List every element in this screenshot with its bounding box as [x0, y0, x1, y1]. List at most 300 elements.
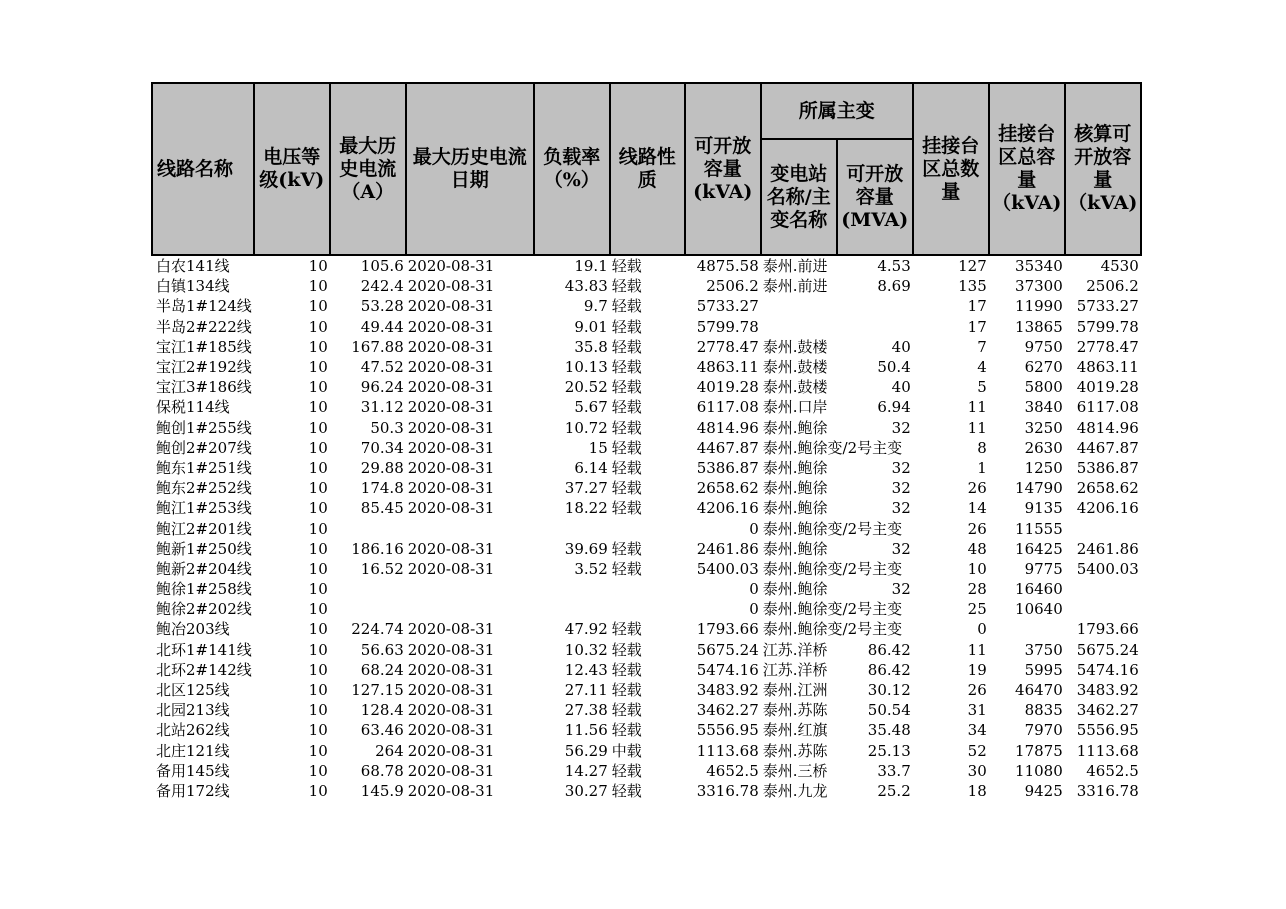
cell-mt-open-capacity: 32 — [891, 580, 911, 599]
header-line-name: 线路名称 — [152, 83, 254, 255]
cell-line-name: 北环2#142线 — [156, 660, 252, 679]
table-row — [152, 539, 1141, 559]
cell-max-current: 29.88 — [360, 458, 404, 477]
cell-load-rate: 39.69 — [564, 539, 608, 558]
cell-voltage: 10 — [308, 499, 328, 518]
header-voltage: 电压等级(kV) — [254, 83, 330, 255]
cell-max-current-date — [406, 579, 534, 599]
cell-load-rate: 12.43 — [564, 660, 608, 679]
table-row — [152, 438, 1141, 458]
cell-open-capacity: 4814.96 — [696, 418, 759, 437]
cell-line-name: 鲍江2#201线 — [156, 519, 252, 538]
cell-check-open-capacity: 4652.5 — [1086, 761, 1139, 780]
cell-line-nature: 轻载 — [611, 398, 642, 417]
cell-max-current: 47.52 — [360, 358, 404, 377]
cell-line-name: 鲍创1#255线 — [156, 418, 252, 437]
cell-substation-name — [761, 317, 837, 337]
cell-voltage: 10 — [308, 438, 328, 457]
cell-station-capacity: 6270 — [1024, 358, 1063, 377]
cell-open-capacity: 2461.86 — [696, 539, 759, 558]
cell-line-nature: 轻载 — [611, 418, 642, 437]
cell-station-capacity: 16425 — [1015, 539, 1063, 558]
table-row — [152, 518, 1141, 538]
cell-max-current-date: 2020-08-31 — [407, 317, 495, 336]
table-row — [152, 761, 1141, 781]
cell-check-open-capacity: 1793.66 — [1076, 620, 1139, 639]
cell-max-current: 105.6 — [360, 257, 404, 276]
cell-check-open-capacity: 4019.28 — [1076, 378, 1139, 397]
cell-max-current: 63.46 — [360, 721, 404, 740]
cell-check-open-capacity: 4814.96 — [1076, 418, 1139, 437]
cell-load-rate — [534, 518, 610, 538]
cell-station-count: 10 — [967, 559, 987, 578]
cell-max-current-date: 2020-08-31 — [407, 358, 495, 377]
cell-max-current — [330, 518, 406, 538]
cell-mt-open-capacity: 6.94 — [877, 398, 911, 417]
cell-load-rate: 43.83 — [564, 277, 608, 296]
cell-mt-open-capacity: 86.42 — [867, 640, 911, 659]
cell-station-capacity: 37300 — [1015, 277, 1063, 296]
cell-check-open-capacity: 6117.08 — [1076, 398, 1139, 417]
cell-load-rate: 6.14 — [574, 458, 608, 477]
cell-check-open-capacity: 5733.27 — [1076, 297, 1139, 316]
cell-station-count: 7 — [977, 337, 987, 356]
cell-max-current-date: 2020-08-31 — [407, 337, 495, 356]
cell-load-rate: 27.38 — [564, 701, 608, 720]
cell-station-count: 8 — [977, 438, 987, 457]
cell-check-open-capacity: 5556.95 — [1076, 721, 1139, 740]
cell-max-current-date — [406, 518, 534, 538]
cell-voltage: 10 — [308, 600, 328, 619]
cell-mt-open-capacity: 30.12 — [867, 681, 911, 700]
cell-line-nature: 轻载 — [611, 681, 642, 700]
cell-station-count: 127 — [958, 257, 987, 276]
cell-station-count: 17 — [967, 317, 987, 336]
cell-max-current-date: 2020-08-31 — [407, 378, 495, 397]
table-row — [152, 720, 1141, 740]
cell-check-open-capacity: 5400.03 — [1076, 559, 1139, 578]
cell-substation-name: 泰州.鼓楼 — [762, 358, 828, 377]
cell-open-capacity: 5400.03 — [696, 559, 759, 578]
table-row — [152, 619, 1141, 639]
cell-station-count: 0 — [977, 620, 987, 639]
cell-voltage: 10 — [308, 701, 328, 720]
cell-line-name: 鲍新1#250线 — [156, 539, 252, 558]
cell-load-rate: 11.56 — [564, 721, 608, 740]
cell-line-nature — [610, 599, 685, 619]
table-row — [152, 640, 1141, 660]
cell-line-nature: 轻载 — [611, 559, 642, 578]
cell-mt-open-capacity: 8.69 — [877, 277, 911, 296]
cell-station-capacity: 2630 — [1024, 438, 1063, 457]
cell-voltage: 10 — [308, 559, 328, 578]
cell-open-capacity: 3462.27 — [696, 701, 759, 720]
cell-station-count: 25 — [967, 600, 987, 619]
cell-substation-name: 泰州.鲍徐 — [762, 479, 828, 498]
cell-line-nature: 轻载 — [611, 297, 642, 316]
cell-line-nature — [610, 579, 685, 599]
cell-station-count: 34 — [967, 721, 987, 740]
cell-mt-open-capacity: 40 — [891, 337, 911, 356]
cell-line-nature: 轻载 — [611, 479, 642, 498]
cell-station-count: 135 — [958, 277, 987, 296]
cell-check-open-capacity: 5799.78 — [1076, 317, 1139, 336]
table-row — [152, 377, 1141, 397]
cell-substation-name: 泰州.红旗 — [762, 721, 828, 740]
cell-line-nature: 轻载 — [611, 781, 642, 800]
cell-voltage: 10 — [308, 721, 328, 740]
cell-line-nature: 轻载 — [611, 337, 642, 356]
cell-voltage: 10 — [308, 781, 328, 800]
cell-voltage: 10 — [308, 337, 328, 356]
cell-station-capacity: 10640 — [1015, 600, 1063, 619]
cell-open-capacity: 0 — [749, 600, 759, 619]
cell-check-open-capacity: 2461.86 — [1076, 539, 1139, 558]
table-row — [152, 397, 1141, 417]
cell-station-capacity: 11990 — [1015, 297, 1063, 316]
cell-station-capacity: 16460 — [1015, 580, 1063, 599]
header-line-nature: 线路性质 — [610, 83, 685, 255]
cell-load-rate: 19.1 — [574, 257, 608, 276]
header-main-transformer: 所属主变 — [761, 83, 913, 139]
header-check-open-capacity: 核算可开放容量（kVA) — [1065, 83, 1141, 255]
cell-max-current: 167.88 — [351, 337, 404, 356]
cell-max-current: 70.34 — [360, 438, 404, 457]
cell-substation-name: 泰州.苏陈 — [762, 741, 828, 760]
cell-line-nature: 轻载 — [611, 539, 642, 558]
table-row — [152, 660, 1141, 680]
cell-max-current-date: 2020-08-31 — [407, 257, 495, 276]
cell-line-name: 鲍东2#252线 — [156, 479, 252, 498]
cell-substation-name: 泰州.鲍徐 — [762, 458, 828, 477]
cell-substation-name: 泰州.前进 — [762, 257, 828, 276]
cell-station-count: 48 — [967, 539, 987, 558]
cell-max-current: 127.15 — [351, 681, 404, 700]
cell-station-capacity: 35340 — [1015, 257, 1063, 276]
cell-voltage: 10 — [308, 358, 328, 377]
cell-substation-name: 泰州.前进 — [762, 277, 828, 296]
cell-load-rate: 18.22 — [564, 499, 608, 518]
cell-check-open-capacity: 4467.87 — [1076, 438, 1139, 457]
table-row — [152, 255, 1141, 276]
cell-substation-name: 泰州.口岸 — [762, 398, 828, 417]
cell-line-nature: 中载 — [611, 741, 642, 760]
cell-max-current — [330, 579, 406, 599]
cell-station-capacity: 5995 — [1024, 660, 1063, 679]
cell-max-current-date: 2020-08-31 — [407, 701, 495, 720]
cell-line-nature: 轻载 — [611, 640, 642, 659]
cell-line-nature — [610, 518, 685, 538]
cell-voltage: 10 — [308, 580, 328, 599]
cell-station-capacity: 9750 — [1024, 337, 1063, 356]
cell-max-current: 53.28 — [360, 297, 404, 316]
cell-voltage: 10 — [308, 458, 328, 477]
cell-mt-open-capacity: 50.4 — [877, 358, 911, 377]
cell-load-rate: 47.92 — [564, 620, 608, 639]
cell-check-open-capacity: 3316.78 — [1076, 781, 1139, 800]
cell-voltage: 10 — [308, 378, 328, 397]
cell-load-rate: 56.29 — [564, 741, 608, 760]
cell-mt-open-capacity: 32 — [891, 539, 911, 558]
cell-open-capacity: 0 — [749, 580, 759, 599]
cell-load-rate: 10.32 — [564, 640, 608, 659]
cell-max-current-date: 2020-08-31 — [407, 398, 495, 417]
cell-load-rate: 3.52 — [574, 559, 608, 578]
cell-line-name: 半岛1#124线 — [156, 297, 252, 316]
cell-voltage: 10 — [308, 277, 328, 296]
table-row — [152, 276, 1141, 296]
cell-line-nature: 轻载 — [611, 257, 642, 276]
header-station-count: 挂接台区总数量 — [913, 83, 989, 255]
table-row — [152, 296, 1141, 316]
cell-substation-name: 泰州.鲍徐变/2号主变 — [762, 600, 903, 619]
cell-max-current: 224.74 — [351, 620, 404, 639]
cell-substation-name: 泰州.鲍徐 — [762, 539, 828, 558]
cell-load-rate: 37.27 — [564, 479, 608, 498]
cell-open-capacity: 5386.87 — [696, 458, 759, 477]
cell-open-capacity: 5474.16 — [696, 660, 759, 679]
cell-substation-name: 泰州.鲍徐 — [762, 418, 828, 437]
cell-line-nature: 轻载 — [611, 317, 642, 336]
table-row — [152, 478, 1141, 498]
cell-open-capacity: 5733.27 — [696, 297, 759, 316]
table-row — [152, 498, 1141, 518]
cell-station-capacity — [989, 619, 1065, 639]
cell-substation-name: 泰州.鼓楼 — [762, 378, 828, 397]
cell-open-capacity: 4863.11 — [696, 358, 759, 377]
cell-station-capacity: 7970 — [1024, 721, 1063, 740]
cell-mt-open-capacity: 4.53 — [877, 257, 911, 276]
cell-voltage: 10 — [308, 418, 328, 437]
cell-open-capacity: 3483.92 — [696, 681, 759, 700]
table-row — [152, 599, 1141, 619]
cell-check-open-capacity: 5386.87 — [1076, 458, 1139, 477]
cell-load-rate: 9.01 — [574, 317, 608, 336]
cell-line-name: 备用145线 — [156, 761, 230, 780]
cell-station-capacity: 14790 — [1015, 479, 1063, 498]
cell-substation-name: 江苏.洋桥 — [762, 640, 828, 659]
cell-open-capacity: 4206.16 — [696, 499, 759, 518]
cell-max-current-date: 2020-08-31 — [407, 620, 495, 639]
cell-mt-open-capacity: 35.48 — [867, 721, 911, 740]
cell-mt-open-capacity — [837, 317, 913, 337]
table-row — [152, 741, 1141, 761]
cell-load-rate: 5.67 — [574, 398, 608, 417]
cell-max-current: 242.4 — [360, 277, 404, 296]
cell-station-capacity: 3250 — [1024, 418, 1063, 437]
cell-max-current-date — [406, 599, 534, 619]
cell-line-name: 鲍东1#251线 — [156, 458, 252, 477]
cell-substation-name: 泰州.三桥 — [762, 761, 828, 780]
header-max-current-date: 最大历史电流日期 — [406, 83, 534, 255]
cell-line-name: 北站262线 — [156, 721, 230, 740]
cell-max-current-date: 2020-08-31 — [407, 479, 495, 498]
cell-max-current-date: 2020-08-31 — [407, 781, 495, 800]
cell-max-current: 145.9 — [360, 781, 404, 800]
cell-mt-open-capacity: 25.13 — [867, 741, 911, 760]
header-open-capacity: 可开放容量(kVA) — [685, 83, 761, 255]
cell-check-open-capacity: 5675.24 — [1076, 640, 1139, 659]
cell-station-count: 31 — [967, 701, 987, 720]
cell-line-name: 鲍江1#253线 — [156, 499, 252, 518]
cell-max-current-date: 2020-08-31 — [407, 499, 495, 518]
line-capacity-table — [151, 82, 1142, 801]
cell-station-capacity: 9135 — [1024, 499, 1063, 518]
cell-station-count: 19 — [967, 660, 987, 679]
cell-station-count: 52 — [967, 741, 987, 760]
cell-open-capacity: 4652.5 — [706, 761, 759, 780]
cell-check-open-capacity: 3483.92 — [1076, 681, 1139, 700]
cell-mt-open-capacity: 25.2 — [877, 781, 911, 800]
cell-station-capacity: 3750 — [1024, 640, 1063, 659]
cell-voltage: 10 — [308, 297, 328, 316]
cell-line-nature: 轻载 — [611, 660, 642, 679]
cell-voltage: 10 — [308, 640, 328, 659]
cell-voltage: 10 — [308, 539, 328, 558]
cell-max-current-date: 2020-08-31 — [407, 640, 495, 659]
cell-station-capacity: 1250 — [1024, 458, 1063, 477]
table-row — [152, 458, 1141, 478]
cell-check-open-capacity: 2778.47 — [1076, 337, 1139, 356]
cell-voltage: 10 — [308, 620, 328, 639]
table-row — [152, 579, 1141, 599]
cell-max-current: 50.3 — [370, 418, 404, 437]
table-row — [152, 337, 1141, 357]
table-row — [152, 680, 1141, 700]
cell-substation-name: 泰州.九龙 — [762, 781, 828, 800]
cell-check-open-capacity: 1113.68 — [1076, 741, 1139, 760]
cell-open-capacity: 3316.78 — [696, 781, 759, 800]
cell-station-count: 26 — [967, 681, 987, 700]
cell-station-count: 4 — [977, 358, 987, 377]
cell-station-count: 26 — [967, 519, 987, 538]
cell-line-name: 宝江3#186线 — [156, 378, 252, 397]
cell-load-rate: 15 — [588, 438, 608, 457]
cell-line-nature: 轻载 — [611, 761, 642, 780]
cell-open-capacity: 4467.87 — [696, 438, 759, 457]
cell-mt-open-capacity: 50.54 — [867, 701, 911, 720]
cell-max-current-date: 2020-08-31 — [407, 418, 495, 437]
cell-load-rate: 20.52 — [564, 378, 608, 397]
cell-station-count: 18 — [967, 781, 987, 800]
cell-load-rate: 27.11 — [564, 681, 608, 700]
cell-max-current-date: 2020-08-31 — [407, 660, 495, 679]
cell-station-capacity: 11555 — [1015, 519, 1063, 538]
cell-station-count: 28 — [967, 580, 987, 599]
cell-substation-name: 泰州.鲍徐变/2号主变 — [762, 519, 903, 538]
cell-max-current-date: 2020-08-31 — [407, 741, 495, 760]
cell-line-name: 半岛2#222线 — [156, 317, 252, 336]
cell-substation-name: 泰州.江洲 — [762, 681, 828, 700]
cell-station-count: 1 — [977, 458, 987, 477]
cell-station-count: 17 — [967, 297, 987, 316]
cell-station-capacity: 3840 — [1024, 398, 1063, 417]
cell-check-open-capacity: 2506.2 — [1086, 277, 1139, 296]
cell-station-capacity: 5800 — [1024, 378, 1063, 397]
cell-station-capacity: 17875 — [1015, 741, 1063, 760]
cell-max-current-date: 2020-08-31 — [407, 559, 495, 578]
cell-station-count: 30 — [967, 761, 987, 780]
cell-open-capacity: 5799.78 — [696, 317, 759, 336]
cell-line-name: 鲍新2#204线 — [156, 559, 252, 578]
cell-line-name: 宝江2#192线 — [156, 358, 252, 377]
header-mt-open-capacity: 可开放容量(MVA) — [837, 139, 913, 255]
header-max-current: 最大历史电流（A） — [330, 83, 406, 255]
cell-mt-open-capacity: 32 — [891, 458, 911, 477]
cell-open-capacity: 6117.08 — [696, 398, 759, 417]
cell-station-count: 5 — [977, 378, 987, 397]
header-station-capacity: 挂接台区总容量（kVA) — [989, 83, 1065, 255]
cell-line-name: 北园213线 — [156, 701, 230, 720]
cell-line-name: 北环1#141线 — [156, 640, 252, 659]
cell-check-open-capacity: 3462.27 — [1076, 701, 1139, 720]
cell-max-current: 174.8 — [360, 479, 404, 498]
cell-open-capacity: 1793.66 — [696, 620, 759, 639]
cell-station-capacity: 8835 — [1024, 701, 1063, 720]
cell-mt-open-capacity: 40 — [891, 378, 911, 397]
cell-station-count: 11 — [967, 418, 987, 437]
cell-open-capacity: 4019.28 — [696, 378, 759, 397]
cell-line-name: 宝江1#185线 — [156, 337, 252, 356]
cell-voltage: 10 — [308, 398, 328, 417]
cell-line-name: 鲍徐2#202线 — [156, 600, 252, 619]
cell-check-open-capacity: 4863.11 — [1076, 358, 1139, 377]
cell-substation-name: 泰州.鲍徐变/2号主变 — [762, 559, 903, 578]
cell-max-current — [330, 599, 406, 619]
cell-load-rate — [534, 599, 610, 619]
cell-substation-name: 泰州.鲍徐 — [762, 499, 828, 518]
cell-max-current-date: 2020-08-31 — [407, 277, 495, 296]
cell-line-nature: 轻载 — [611, 620, 642, 639]
cell-line-nature: 轻载 — [611, 378, 642, 397]
table-header — [152, 83, 1141, 255]
cell-voltage: 10 — [308, 761, 328, 780]
cell-mt-open-capacity — [837, 296, 913, 316]
cell-open-capacity: 2506.2 — [706, 277, 759, 296]
cell-max-current: 68.78 — [360, 761, 404, 780]
cell-max-current: 186.16 — [351, 539, 404, 558]
cell-load-rate: 9.7 — [583, 297, 608, 316]
cell-line-nature: 轻载 — [611, 721, 642, 740]
cell-station-count: 26 — [967, 479, 987, 498]
cell-station-capacity: 13865 — [1015, 317, 1063, 336]
header-load-rate: 负载率（%） — [534, 83, 610, 255]
cell-max-current: 96.24 — [360, 378, 404, 397]
cell-station-capacity: 11080 — [1015, 761, 1063, 780]
cell-load-rate: 35.8 — [574, 337, 608, 356]
cell-line-name: 白镇134线 — [156, 277, 230, 296]
cell-load-rate: 10.72 — [564, 418, 608, 437]
cell-line-name: 鲍徐1#258线 — [156, 580, 252, 599]
cell-check-open-capacity: 5474.16 — [1076, 660, 1139, 679]
table-row — [152, 781, 1141, 801]
cell-line-name: 保税114线 — [156, 398, 230, 417]
cell-substation-name — [761, 296, 837, 316]
cell-check-open-capacity — [1065, 518, 1141, 538]
cell-check-open-capacity — [1065, 579, 1141, 599]
cell-open-capacity: 0 — [749, 519, 759, 538]
cell-max-current-date: 2020-08-31 — [407, 297, 495, 316]
cell-station-count: 11 — [967, 640, 987, 659]
cell-max-current: 128.4 — [360, 701, 404, 720]
table-row — [152, 700, 1141, 720]
cell-substation-name: 江苏.洋桥 — [762, 660, 828, 679]
cell-open-capacity: 4875.58 — [696, 257, 759, 276]
cell-load-rate — [534, 579, 610, 599]
cell-voltage: 10 — [308, 257, 328, 276]
cell-voltage: 10 — [308, 317, 328, 336]
cell-max-current: 56.63 — [360, 640, 404, 659]
